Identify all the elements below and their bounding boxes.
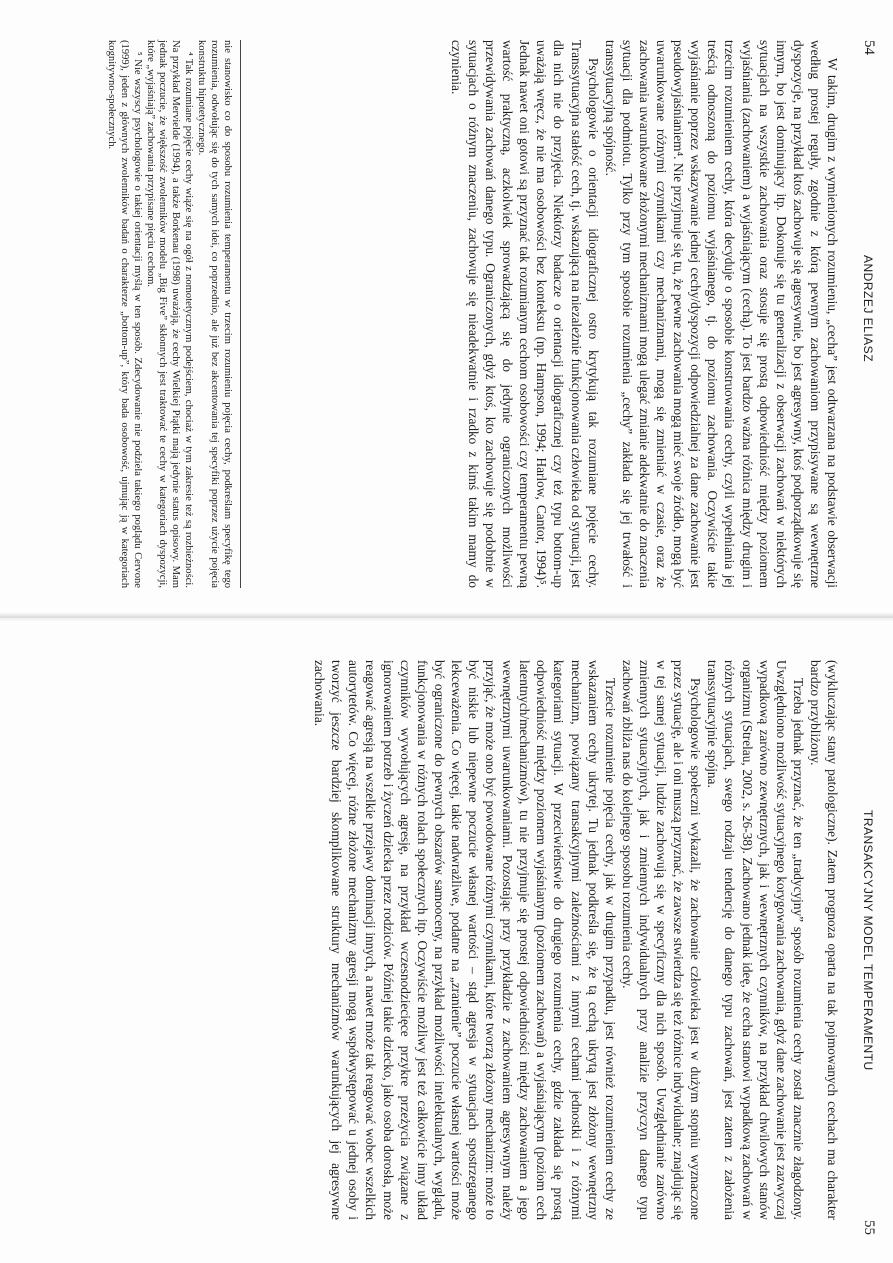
left-footnotes	[104, 40, 233, 588]
footnote-continuation: nie stanowisko co do sposobu rozumienia temperamentu w trzecim rozumieniu pojęcia cechy, podkreślam specyfikę tego rozumienia, odwołując się do tych samych idei, co poprzednio, ale już bez akcentowania tej specyfiki poprzez użycie pojęcia konstruktu hipotetycznego.	[196, 40, 233, 588]
left-main-text	[448, 40, 841, 588]
right-paragraph-2: Psychologowie społeczni wykazali, że zachowanie człowieka jest w dużym stopniu wyznaczone przez sytuację, ale i oni muszą przyznać, że zawsze stwierdza się też różnice indywidualne; znajdując się w tej samej sytuacji, ludzie zachowują się w specyficzny dla nich sposób. Uwzględnianie zarówno zmiennych sytuacyjnych, jak i zmiennych indywidualnych przy analizie przyczyn danego typu zachowań zbliża nas do kolejnego sposobu rozumienia cechy.	[619, 660, 704, 1220]
right-paragraph-3: Trzecie rozumienie pojęcia cechy, jak w drugim przypadku, jest również rozumieniem cechy ze wskazaniem cechy ukrytej. Tu jednak podkreśla się, że tą cechą ukrytą jest złożony wewnętrzny mechanizm, powiązany transakcyjnymi zależnościami z innymi cechami jednostki i z różnymi kategoriami sytuacji. W przeciwieństwie do drugiego rozumienia cechy, gdzie zakłada się prostą odpowiedniość między poziomem wyjaśnianym (poziomem zachowań) a wyjaśniającym (poziom cech latentnych/mechanizmów), tu nie przyjmuje się prostej odpowiedniości między zachowaniem a jego wewnętrznymi uwarunkowaniami. Pozostając przy przykładzie z zachowaniem agresywnym należy przyjąć, że może ono być powodowane różnymi czynnikami, które tworzą złożony mechanizm: może to być niskie lub niepewne poczucie własnej wartości – stąd agresja w sytuacjach spostrzeganego lekceważenia. Co więcej, takie nadwrażliwe, podatne na „zranienie” poczucie własnej wartości może być ograniczone do pewnych obszarów samooceny, na przykład możliwości intelektualnych, wyglądu, funkcjonowania w różnych rolach społecznych itp. Oczywiście możliwy jest też całkowicie inny układ czynników wywołujących agresję, na przykład wczesnodziecięce przykre przeżycia związane z ignorowaniem potrzeb i życzeń dziecka przez rodziców. Później takie dziecko, jako osoba dorosła, może reagować agresją na wszelkie przejawy dominacji innych, a nawet może tak reagować wobec wszelkich autorytetów. Co więcej, różne złożone mechanizmy agresji mogą współwystępować u jednej osoby i tworzyć jeszcze bardziej skomplikowane struktury mechanizmów warunkujących jej agresywne zachowania.	[312, 660, 618, 1220]
running-head-right: TRANSAKCYJNY MODEL TEMPERAMENTU	[861, 810, 875, 1071]
running-head-left: ANDRZEJ ELIASZ	[861, 255, 875, 363]
right-main-text	[311, 660, 841, 1220]
page-number-left: 54	[861, 40, 877, 55]
right-continuation-line: (wykluczając stany patologiczne). Zatem prognoza oparta na tak pojmowanych cechach ma charakter bardzo przybliżony.	[807, 660, 840, 1220]
footnote-rule	[240, 40, 241, 588]
right-page	[0, 620, 893, 1263]
right-paragraph-1: Trzeba jednak przyznać, że ten „tradycyjny” sposób rozumienia cechy został znacznie złagodzony. Uwzględniono możliwość sytuacyjnego korygowania zachowania, gdyż dane zachowanie jest zazwyczaj wypadkową zarówno zewnętrznych, jak i wewnętrznych czynników, na przykład chwilowych stanów organizmu (Strelau, 2002, s. 26-38). Zachowano jednak ideę, że cecha stanowi wypadkową zachowań w różnych sytuacjach, swego rodzaju tendencję do danego typu zachowań, jest zatem z założenia transsytuacyjnie spójna.	[705, 660, 806, 1220]
left-paragraph-2: Psychologowie o orientacji idiograficznej ostro krytykują tak rozumiane pojęcie cechy. Transsytuacyjna stałość cech, tj. wskazującą na niezależnie funkcjonowania człowieka od sytuacji, jest dla nich nie do przyjęcia. Niektórzy badacze o orientacji idiograficznej czy też typu bottom-up uważają wręcz, że nie ma osobowości bez kontekstu (np. Hampson, 1994; Harlow, Cantor, 1994)⁵. Jednak nawet oni gotowi są przyznać tak rozumianym cechom osobowości czy temperamentu pewną wartość praktyczną, aczkolwiek sprowadzającą się do jedynie ograniczonych możliwości przewidywania zachowań danego typu. Ograniczonych, gdyż ktoś, kto zachowuje się podobnie w sytuacjach o różnym znaczeniu, zachowuje się nieadekwatnie i rzadko z kimś takim mamy do czynienia.	[448, 40, 601, 588]
page-number-right: 55	[861, 1220, 877, 1235]
left-page	[0, 0, 893, 615]
footnote-5: ⁵ Nie wszyscy psychologowie o takiej orientacji myślą w ten sposób. Zdecydowanie nie podziela takiego poglądu Cervone (1999), jeden z głównych zwolenników badań o charakterze „bottom-up”, który bada osobowość, ujmując ją w kategoriach kognitywno-społecznych.	[105, 40, 143, 588]
left-paragraph-1: W takim, drugim z wymienionych rozumieniu, „cecha” jest odtwarzana na podstawie obserwacji według prostej reguły, zgodnie z którą pewnym zachowaniom przypisywane są wewnętrzne dyspozycje, na przykład ktoś zachowuje się agresywnie, bo jest agresywny, ktoś podporządkowuje się innym, bo jest dominujący itp. Dokonuje się tu generalizacji z obserwacji zachowań w niektórych sytuacjach na wszystkie zachowania oraz stosuje się prostą odpowiedniość między poziomem wyjaśniania (zachowaniem) a wyjaśniającym (cechą). To jest bardzo ważna różnica między drugim i trzecim rozumieniem cechy, która decyduje o sposobie konstruowania cechy, czyli wypełniania jej treścią odnoszoną do poziomu wyjaśnianego, tj. do poziomu zachowania. Oczywiście takie wyjaśnianie poprzez wskazywanie jednej cechy/dyspozycji odpowiedzialnej za dane zachowanie jest pseudowyjaśnianiem⁴. Nie przyjmuje się tu, że pewne zachowania mogą mieć swoje źródło, mogą być uwarunkowane różnymi czynnikami czy mechanizmami, mogą się zmieniać w czasie, oraz że zachowania uwarunkowane złożonymi mechanizmami mogą ulegać zmianie adekwatnie do znaczenia sytuacji dla podmiotu. Tylko przy tym sposobie rozumienia „cechy” zakłada się jej trwałość i transsytuacyjną spójność.	[602, 40, 840, 588]
footnote-4: ⁴ Tak rozumiane pojęcie cechy wiąże się na ogół z nomotetycznym podejściem, chociaż w tym zakresie też są rozbieżności. Na przykład Mervielde (1994), a także Borkenau (1998) uważają, że cechy Wielkiej Piątki mają jedynie status opisowy. Mam jednak poczucie, że większość zwolenników modelu „Big Five” skłonnych jest traktować te cechy w kategoriach dyspozycji, które „wyjaśniają” zachowania przypisane pięciu cechom.	[144, 40, 195, 588]
